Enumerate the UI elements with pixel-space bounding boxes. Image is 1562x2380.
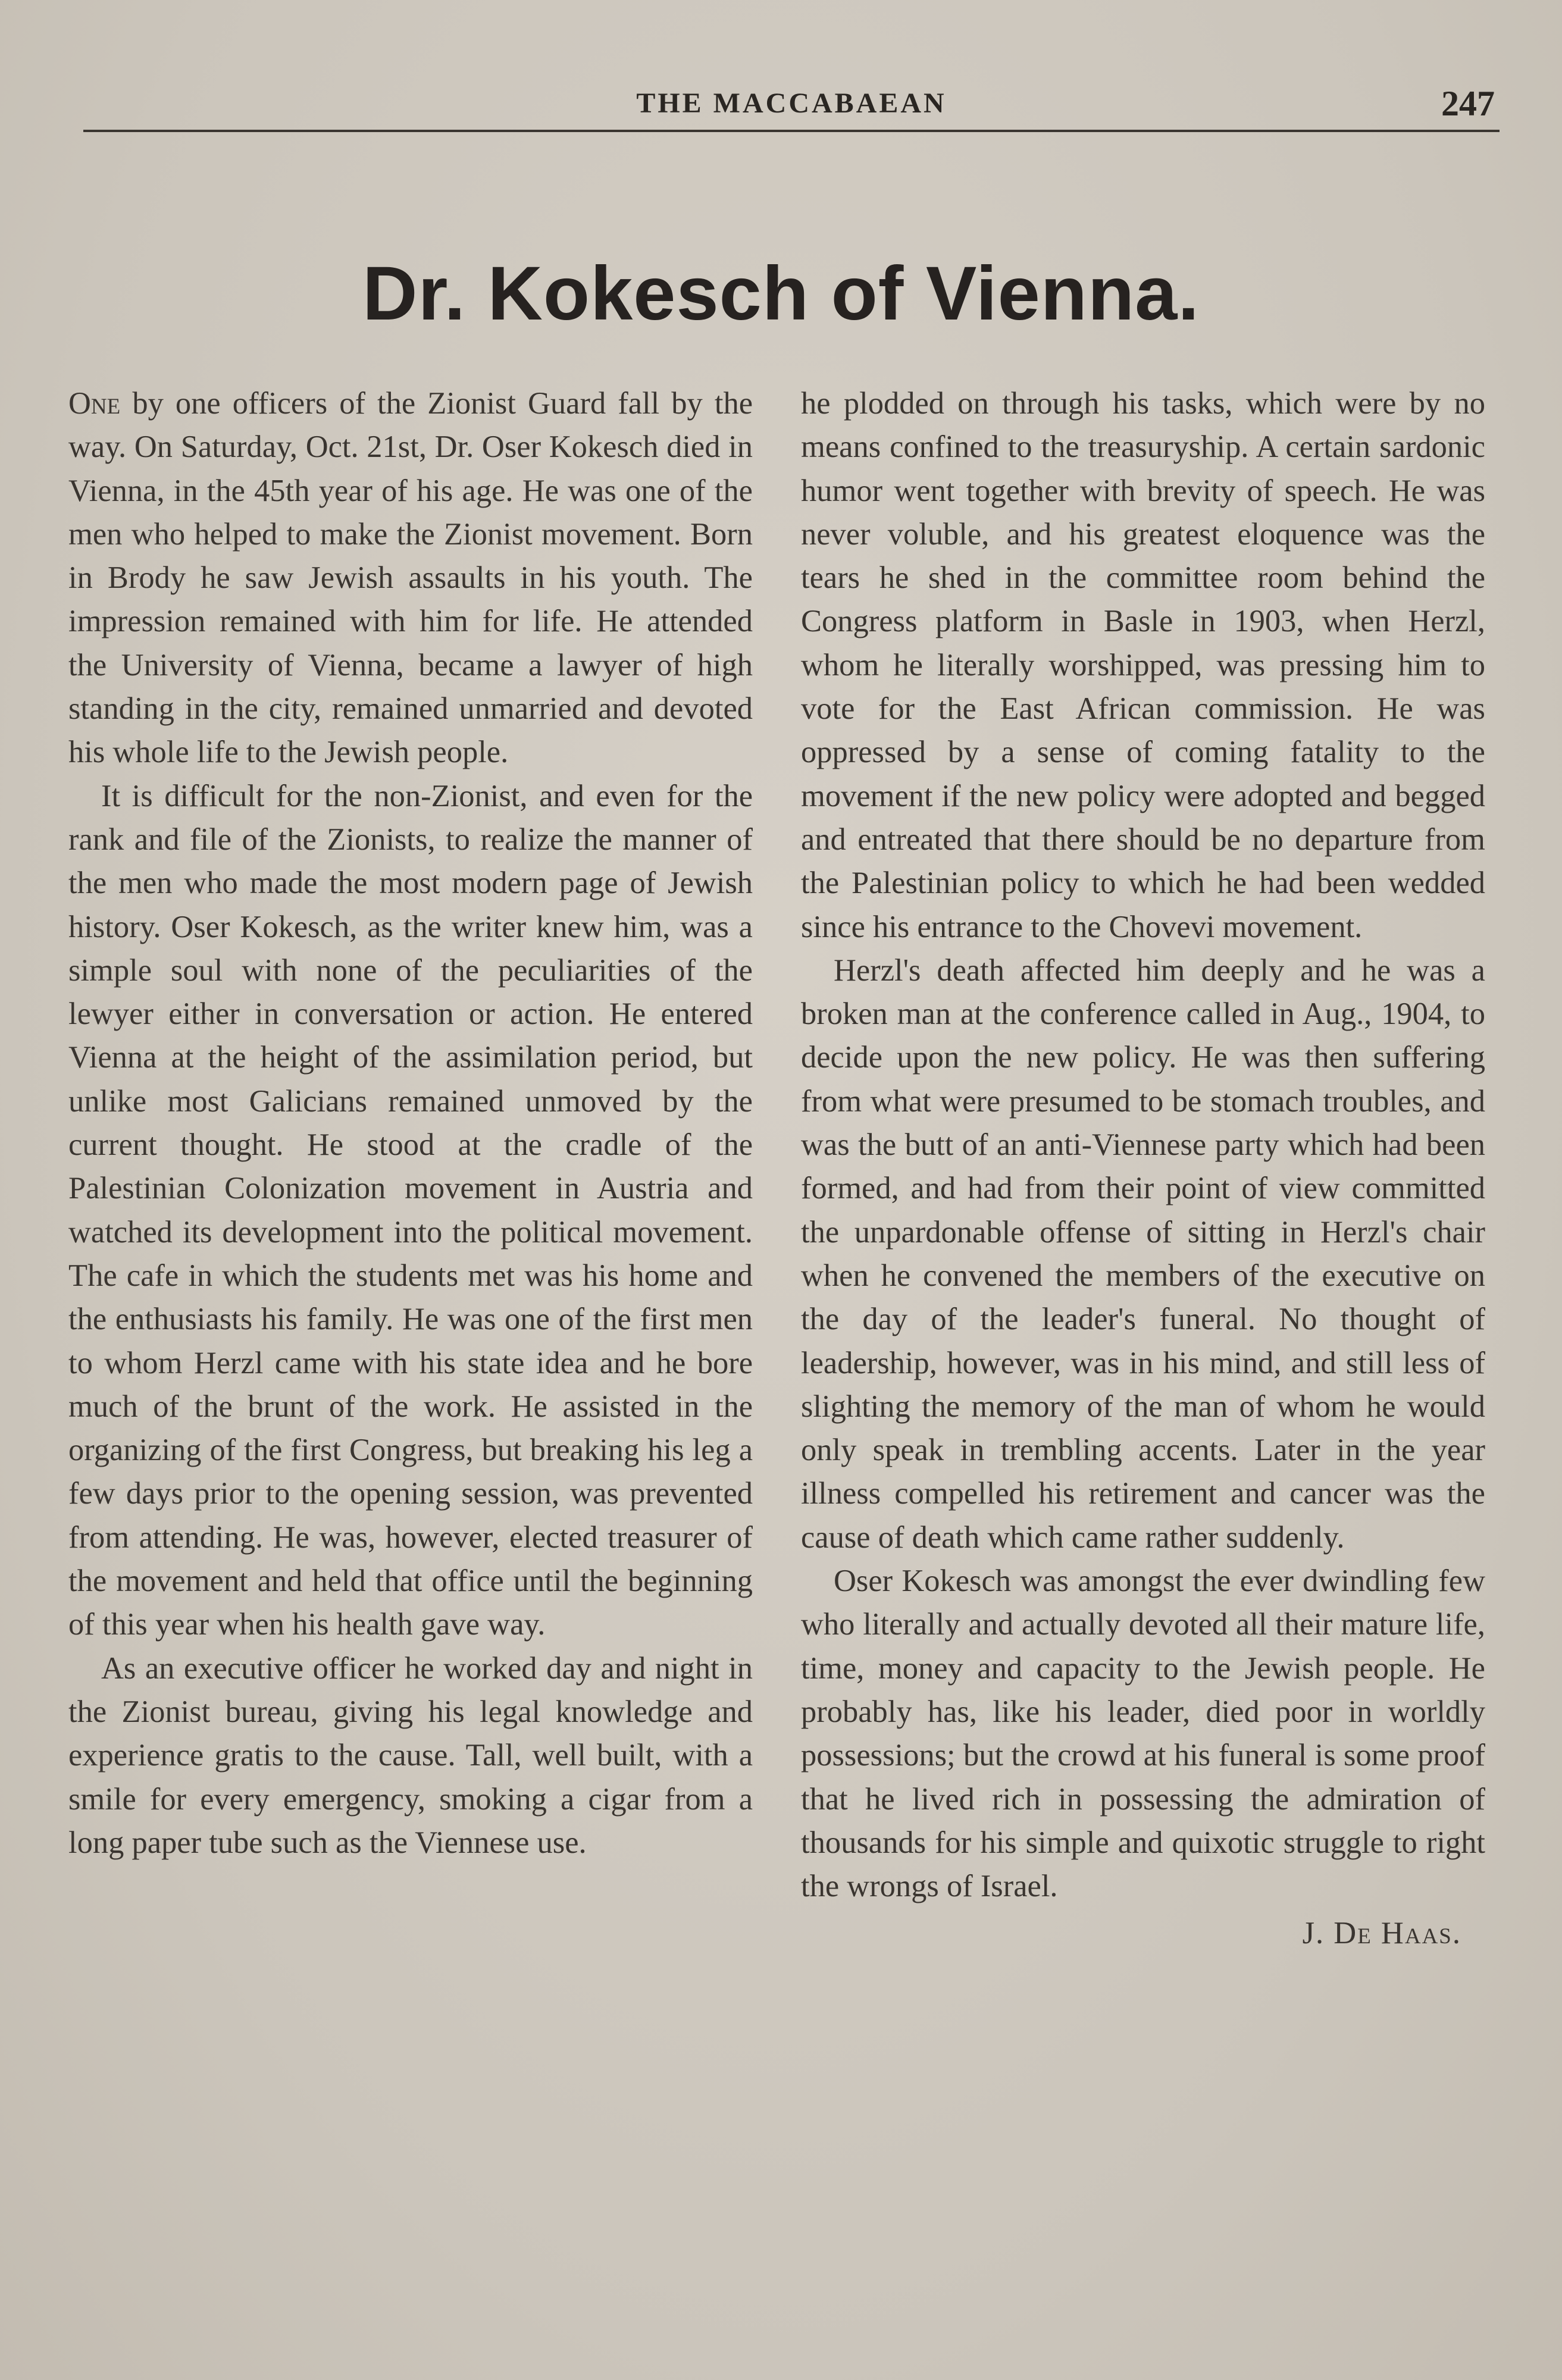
paragraph-1-text: by one officers of the Zionist Guard fall by the way. On Saturday, Oct. 21st, Dr. Oser Kokesch died in Vienna, in the 45th year of his age. He was one of the men who helped to make the Zionist movement. Born in Brody he saw Jewish assaults in his youth. The impression remained with him for life. He attended the University of Vienna, became a lawyer of high standing in the city, remained unmarried and devoted his whole life to the Jewish people. [68, 386, 753, 770]
paragraph-6: Oser Kokesch was amongst the ever dwindling few who literally and actually devoted all their mature life, time, money and capacity to the Jewish people. He probably has, like his leader, died poor in worldly possessions; but the crowd at his funeral is some proof that he lived rich in possessing the admiration of thousands for his simple and quixotic struggle to right the wrongs of Israel. [801, 1564, 1485, 1904]
author-signature: J. De Haas. [1302, 1916, 1461, 1951]
lead-word: One [68, 386, 121, 421]
left-column [68, 382, 753, 1865]
paragraph-5: Herzl's death affected him deeply and he was a broken man at the conference called in Aug., 1904, to decide upon the new policy. He was then suffering from what were presumed to be stomach troubles, and was the butt of an anti-Viennese party which had been formed, and had from their point of view committed the unpardonable offense of sitting in Herzl's chair when he convened the members of the executive on the day of the leader's funeral. No thought of leadership, however, was in his mind, and still less of slighting the memory of the man of whom he would only speak in trembling accents. Later in the year illness compelled his retirement and cancer was the cause of death which came rather suddenly. [801, 953, 1485, 1555]
paragraph-4: he plodded on through his tasks, which were by no means confined to the treasuryship. A certain sardonic humor went together with brevity of speech. He was never voluble, and his greatest eloquence was the tears he shed in the committee room behind the Congress platform in Basle in 1903, when Herzl, whom he literally worshipped, was pressing him to vote for the East African commission. He was oppressed by a sense of coming fatality to the movement if the new policy were adopted and begged and entreated that there should be no departure from the Palestinian policy to which he had been wedded since his entrance to the Chovevi movement. [801, 386, 1485, 944]
header-rule [83, 130, 1500, 132]
journal-title: THE MACCABAEAN [636, 87, 947, 119]
paragraph-2: It is difficult for the non-Zionist, and even for the rank and file of the Zionists, to realize the manner of the men who made the most modern page of Jewish history. Oser Kokesch, as the writer knew him, was a simple soul with none of the peculiarities of the lewyer either in conversation or action. He entered Vienna at the height of the assimilation period, but unlike most Galicians remained unmoved by the current thought. He stood at the cradle of the Palestinian Colonization movement in Austria and watched its development into the political movement. The cafe in which the students met was his home and the enthusiasts his family. He was one of the first men to whom Herzl came with his state idea and he bore much of the brunt of the work. He assisted in the organizing of the first Congress, but breaking his leg a few days prior to the opening session, was prevented from attending. He was, however, elected treasurer of the movement and held that office until the beginning of this year when his health gave way. [68, 778, 753, 1642]
running-head [83, 83, 1500, 137]
right-column [801, 382, 1485, 1956]
article-title: Dr. Kokesch of Vienna. [362, 251, 1200, 336]
paragraph-1 [68, 382, 753, 775]
paragraph-3: As an executive officer he worked day and night in the Zionist bureau, giving his legal knowledge and experience gratis to the cause. Tall, well built, with a smile for every emergency, smoking a cigar from a long paper tube such as the Viennese use. [68, 1651, 753, 1860]
page-number: 247 [1441, 84, 1495, 123]
